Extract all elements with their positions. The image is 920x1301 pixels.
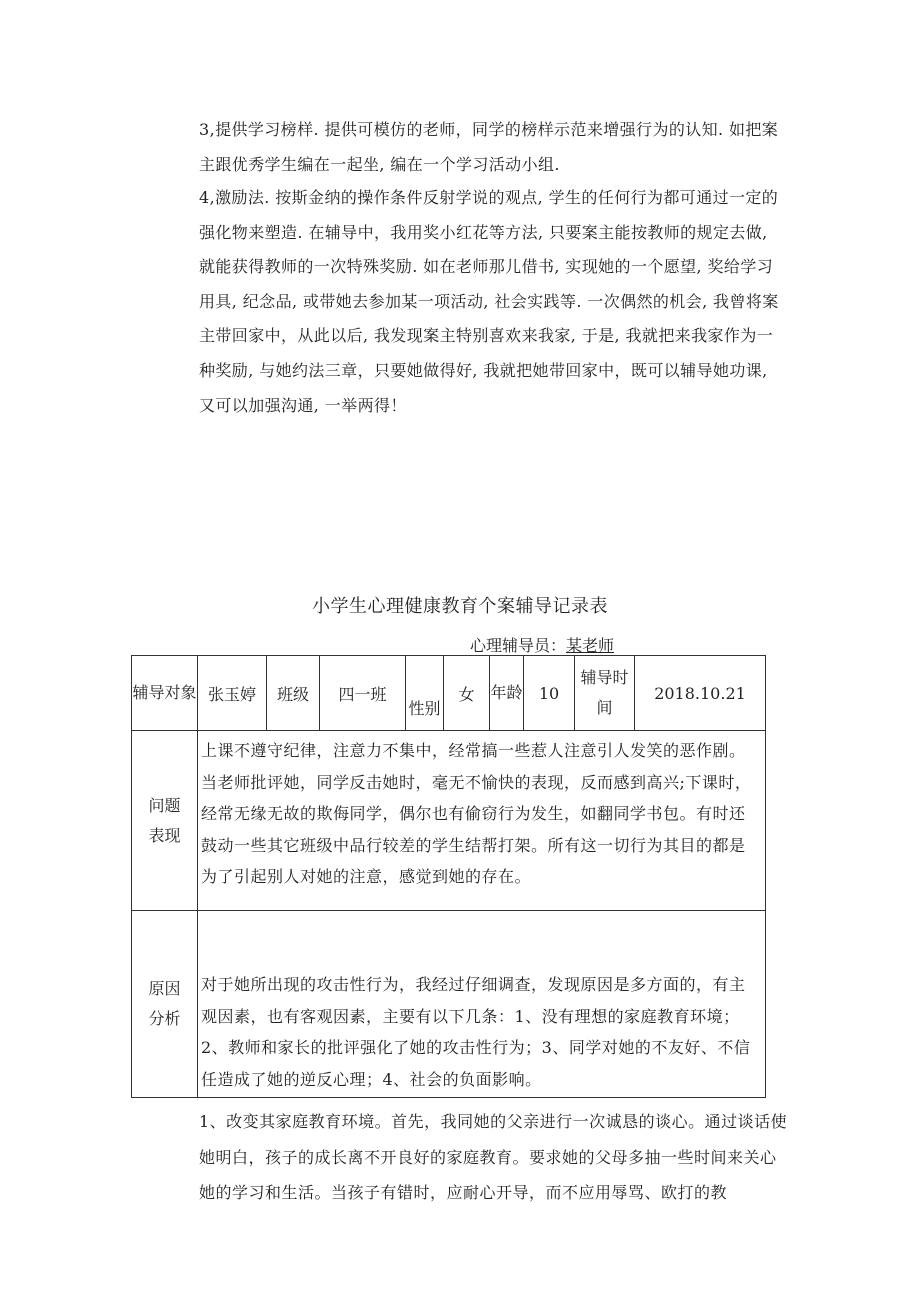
class-label: 班级	[267, 656, 320, 731]
counselor-line	[470, 633, 614, 656]
record-table	[131, 655, 766, 1098]
cause-text: 对于她所出现的攻击性行为，我经过仔细调查，发现原因是多方面的，有主观因素，也有客观因素，主要有以下几条：1、没有理想的家庭教育环境；2、教师和家长的批评强化了她的攻击性行为；3、同学对她的不友好、不信任造成了她的逆反心理；4、社会的负面影响。	[198, 911, 766, 1098]
gender-label: 性别	[406, 656, 444, 731]
class-value: 四一班	[320, 656, 406, 731]
table-row-cause	[132, 911, 766, 1098]
paragraph-family-environment: 1、改变其家庭教育环境。首先，我同她的父亲进行一次诚恳的谈心。通过谈话使她明白，孩子的成长离不开良好的家庭教育。要求她的父母多抽一些时间来关心她的学习和生活。当孩子有错时，应耐心开导，而不应用辱骂、欧打的教	[199, 1112, 788, 1202]
problem-text: 上课不遵守纪律，注意力不集中，经常搞一些惹人注意引人发笑的恶作剧。当老师批评她，同学反击她时，毫无不愉快的表现，反而感到高兴;下课时，经常无缘无故的欺侮同学，偶尔也有偷窃行为发生，如翻同学书包。有时还鼓动一些其它班级中品行较差的学生结帮打架。所有这一切行为其目的都是为了引起别人对她的注意，感觉到她的存在。	[198, 731, 766, 911]
form-title: 小学生心理健康教育个案辅导记录表	[312, 596, 608, 617]
counselor-label: 心理辅导员：	[470, 636, 567, 655]
time-label: 辅导时间	[575, 656, 635, 731]
paragraph-incentive: 4,激励法. 按斯金纳的操作条件反射学说的观点, 学生的任何行为都可通过一定的强化物来塑造. 在辅导中，我用奖小红花等方法, 只要案主能按教师的规定去做, 就能获得教师的一次特殊奖励. 如在老师那儿借书, 实现她的一个愿望, 奖给学习用具, 纪念品, 或带她去参加某一项活动, 社会实践等. 一次偶然的机会, 我曾将案主带回家中，从此以后, 我发现案主特别喜欢来我家, 于是, 我就把来我家作为一种奖励, 与她约法三章，只要她做得好, 我就把她带回家中，既可以辅导她功课, 又可以加强沟通, 一举两得！	[199, 188, 779, 415]
age-label: 年龄	[490, 656, 524, 731]
time-value: 2018.10.21	[635, 656, 766, 731]
cause-label: 原因分析	[132, 911, 198, 1098]
subject-label: 辅导对象	[132, 656, 198, 731]
subject-value: 张玉婷	[198, 656, 267, 731]
paragraph-role-model: 3,提供学习榜样. 提供可模仿的老师，同学的榜样示范来增强行为的认知. 如把案主跟优秀学生编在一起坐, 编在一个学习活动小组.	[199, 120, 779, 174]
gender-value: 女	[444, 656, 490, 731]
counselor-name: 某老师	[566, 636, 615, 655]
problem-label: 问题表现	[132, 731, 198, 911]
table-row-problem	[132, 731, 766, 911]
age-value: 10	[524, 656, 575, 731]
table-row-basic-info	[132, 656, 766, 731]
